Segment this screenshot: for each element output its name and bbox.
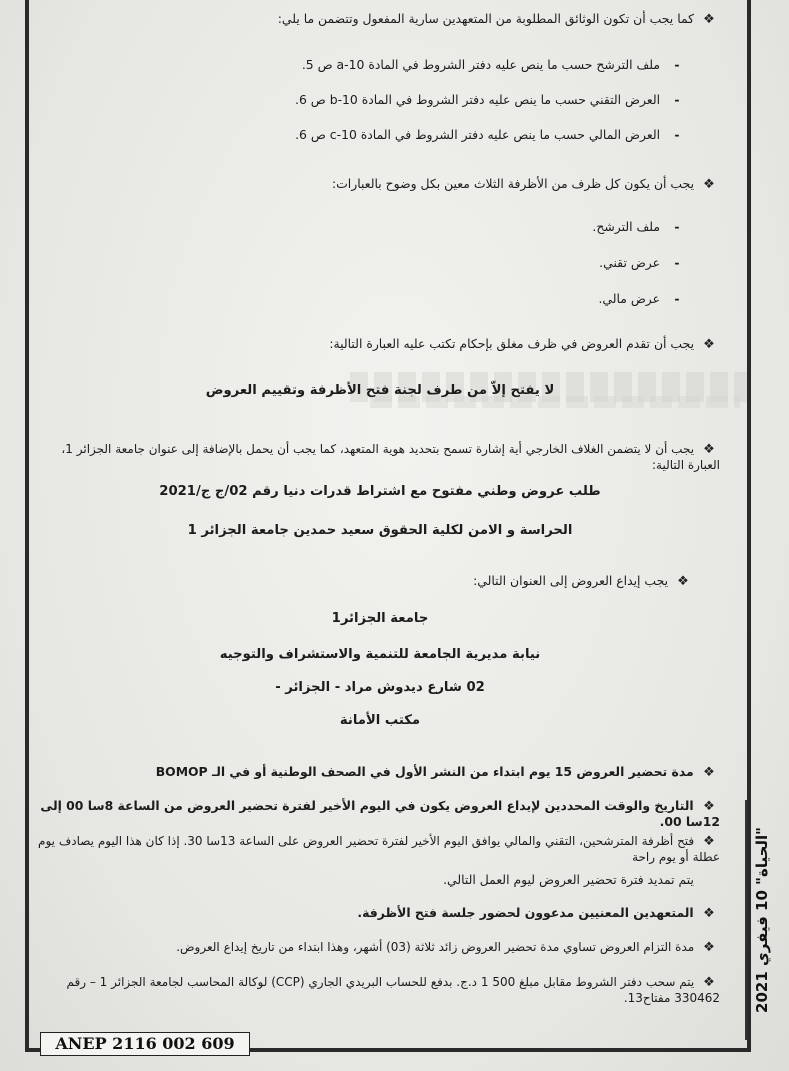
doc-item-1 (36, 58, 690, 73)
notice-content (36, 0, 724, 1040)
requirements-intro (36, 12, 724, 28)
diamond-bullet-icon: ❖ (703, 834, 715, 849)
diamond-bullet-icon: ❖ (703, 799, 715, 814)
envelopes-intro-text: يجب أن يكون كل ظرف من الأظرفة الثلاث معين بكل وضوح بالعبارات: (331, 176, 695, 191)
address-intro-text: يجب إيداع العروض إلى العنوان التالي: (473, 573, 669, 588)
clause-validity (36, 940, 724, 956)
diamond-bullet-icon: ❖ (677, 574, 689, 589)
envelope-item-2 (36, 256, 690, 271)
dash-icon: - (674, 57, 680, 72)
diamond-bullet-icon: ❖ (703, 337, 715, 352)
clause-text: مدة تحضير العروض 15 يوم ابتداء من النشر الأول في الصحف الوطنية أو في الـ BOMOP (155, 764, 694, 779)
dash-icon: - (674, 255, 680, 270)
envelope-item-text: عرض تقني. (599, 255, 661, 270)
sealed-instruction-text: يجب أن تقدم العروض في ظرف مغلق بإحكام تكتب عليه العبارة التالية: (329, 336, 695, 351)
diamond-bullet-icon: ❖ (703, 765, 715, 780)
doc-item-text: العرض المالي حسب ما ينص عليه دفتر الشروط في المادة 10-c ص 6. (295, 127, 661, 142)
clause-text: يتم سحب دفتر الشروط مقابل مبلغ 500 1 د.ج. بدفع للحساب البريدي الجاري (CCP) لوكالة المحاسب لجامعة الجزائر 1 – رقم 330462 مفتاح13. (66, 975, 720, 1005)
doc-item-3 (36, 128, 690, 143)
address-line-directorate: نيابة مديرية الجامعة للتنمية والاستشراف والتوجيه (219, 647, 541, 662)
diamond-bullet-icon: ❖ (703, 975, 715, 990)
address-intro (36, 574, 724, 590)
address-line-university: جامعة الجزائر1 (331, 611, 429, 626)
clause-text: المتعهدين المعنيين مدعوون لحضور جلسة فتح الأظرفة. (357, 905, 694, 920)
dash-icon: - (674, 291, 680, 306)
tender-subject: الحراسة و الامن لكلية الحقوق سعيد حمدين جامعة الجزائر 1 (187, 523, 573, 538)
address-line-office: مكتب الأمانة (339, 713, 421, 728)
doc-item-text: العرض التقني حسب ما ينص عليه دفتر الشروط في المادة 10-b ص 6. (294, 92, 661, 107)
dash-icon: - (674, 92, 680, 107)
clause-text: مدة التزام العروض تساوي مدة تحضير العروض زائد ثلاثة (03) أشهر، وهذا ابتداء من تاريخ إيداع العروض. (176, 940, 695, 954)
clause-attendance (36, 906, 724, 922)
envelope-item-text: عرض مالي. (598, 291, 661, 306)
diamond-bullet-icon: ❖ (703, 442, 715, 457)
clause-text: التاريخ والوقت المحددين لإيداع العروض يكون في اليوم الأخير لفترة تحضير العروض من الساعة 8سا 00 إلى 12سا 00. (40, 798, 720, 829)
outer-envelope-instruction (36, 442, 724, 472)
doc-item-text: ملف الترشح حسب ما ينص عليه دفتر الشروط في المادة 10-a ص 5. (301, 57, 661, 72)
diamond-bullet-icon: ❖ (703, 906, 715, 921)
clause-preparation-period (36, 765, 724, 781)
doc-item-2 (36, 93, 690, 108)
diamond-bullet-icon: ❖ (703, 12, 715, 27)
address-line-street: 02 شارع ديدوش مراد - الجزائر - (275, 680, 485, 695)
dash-icon: - (674, 219, 680, 234)
dash-icon: - (674, 127, 680, 142)
clause-opening-continuation: يتم تمديد فترة تحضير العروض ليوم العمل التالي. (443, 872, 694, 887)
outer-envelope-text: يجب أن لا يتضمن الغلاف الخارجي أية إشارة تسمح بتحديد هوية المتعهد، كما يجب أن يحمل بالإضافة إلى عنوان جامعة الجزائر 1، العبارة التالية: (61, 442, 720, 472)
envelope-item-1 (36, 220, 690, 235)
anep-code-badge: ANEP 2116 002 609 (40, 1032, 250, 1056)
envelopes-intro (36, 177, 724, 193)
diamond-bullet-icon: ❖ (703, 177, 715, 192)
envelope-item-3 (36, 292, 690, 307)
newspaper-date-label: "الحياة" 10 فيفري 2021 (753, 827, 771, 1013)
requirements-intro-text: كما يجب أن تكون الوثائق المطلوبة من المتعهدين سارية المفعول وتتضمن ما يلي: (277, 11, 695, 26)
diamond-bullet-icon: ❖ (703, 940, 715, 955)
sealed-instruction (36, 337, 724, 353)
clause-deposit-time (36, 799, 724, 829)
sealed-phrase: لا يفتح إلاّ من طرف لجنة فتح الأظرفة وتقييم العروض (205, 383, 555, 398)
tender-reference: طلب عروض وطني مفتوح مع اشتراط قدرات دنيا رقم 02/ج ج/2021 (159, 484, 601, 499)
clause-text: فتح أظرفة المترشحين، التقني والمالي يوافق اليوم الأخير لفترة تحضير العروض على الساعة 13سا 30. إذا كان هذا اليوم يصادف يوم عطلة أو يوم راحة (38, 834, 720, 864)
envelope-item-text: ملف الترشح. (592, 219, 661, 234)
newspaper-side-label (745, 800, 777, 1040)
clause-withdrawal (36, 975, 724, 1005)
clause-opening (36, 834, 724, 864)
